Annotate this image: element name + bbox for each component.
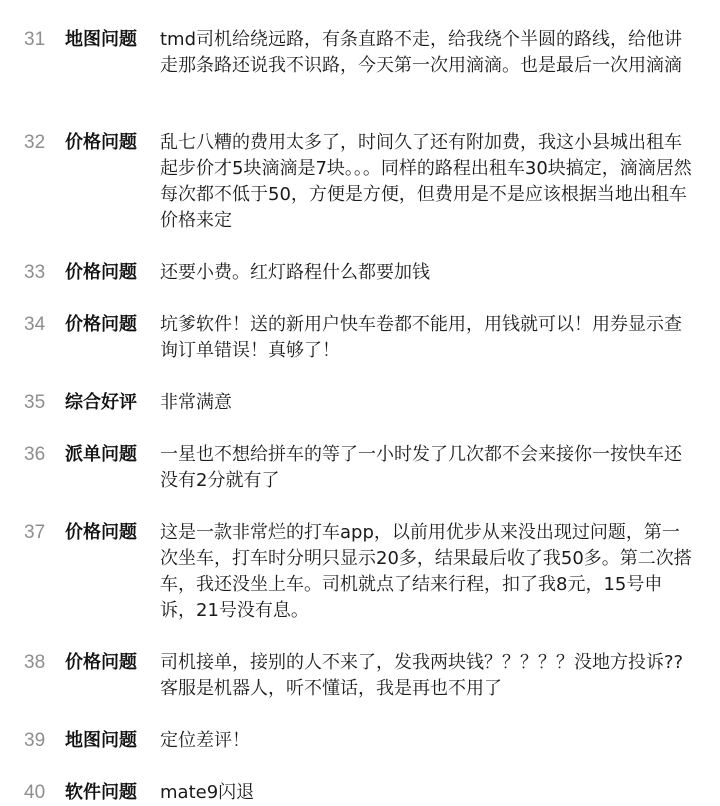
item-category: 地图问题 [65,29,137,50]
item-number: 34 [24,314,46,335]
item-number: 35 [24,392,46,413]
item-text: 司机接单，接别的人不来了，发我两块钱？？？？？没地方投诉?? 客服是机器人，听不懂话，我是再也不用了 [160,652,684,699]
item-number: 36 [24,444,46,465]
item-category: 地图问题 [65,730,137,751]
item-category: 综合好评 [65,392,137,413]
item-text: 非常满意 [160,392,232,413]
item-category: 软件问题 [65,782,137,803]
item-category: 价格问题 [65,314,137,335]
item-text: 还要小费。红灯路程什么都要加钱 [160,262,430,283]
item-number: 37 [24,522,46,543]
item-number: 33 [24,262,46,283]
item-category: 价格问题 [65,522,137,543]
item-text: 一星也不想给拼车的等了一小时发了几次都不会来接你一按快车还没有2分就有了 [160,444,682,491]
item-number: 31 [24,29,46,50]
item-category: 派单问题 [65,444,137,465]
item-text: mate9闪退 [160,782,255,803]
item-number: 40 [24,782,46,803]
item-category: 价格问题 [65,652,137,673]
item-number: 38 [24,652,46,673]
item-text: 坑爹软件！送的新用户快车卷都不能用，用钱就可以！用券显示查询订单错误！真够了！ [160,314,682,361]
item-text: 乱七八糟的费用太多了，时间久了还有附加费，我这小县城出租车起步价才5块滴滴是7块。。。同样的路程出租车30块搞定，滴滴居然每次都不低于50，方便是方便，但费用是不是应该根据当地出租车价格来定 [160,132,692,231]
item-text: 定位差评！ [160,730,250,751]
item-category: 价格问题 [65,262,137,283]
item-number: 32 [24,132,46,153]
item-text: 这是一款非常烂的打车app，以前用优步从来没出现过问题，第一次坐车，打车时分明只显示20多，结果最后收了我50多。第二次搭车，我还没坐上车。司机就点了结来行程，扣了我8元，15号申诉，21号没有息。 [160,522,692,621]
item-text: tmd司机给绕远路，有条直路不走，给我绕个半圆的路线，给他讲走那条路还说我不识路，今天第一次用滴滴。也是最后一次用滴滴 [160,29,683,76]
item-category: 价格问题 [65,132,137,153]
item-number: 39 [24,730,46,751]
